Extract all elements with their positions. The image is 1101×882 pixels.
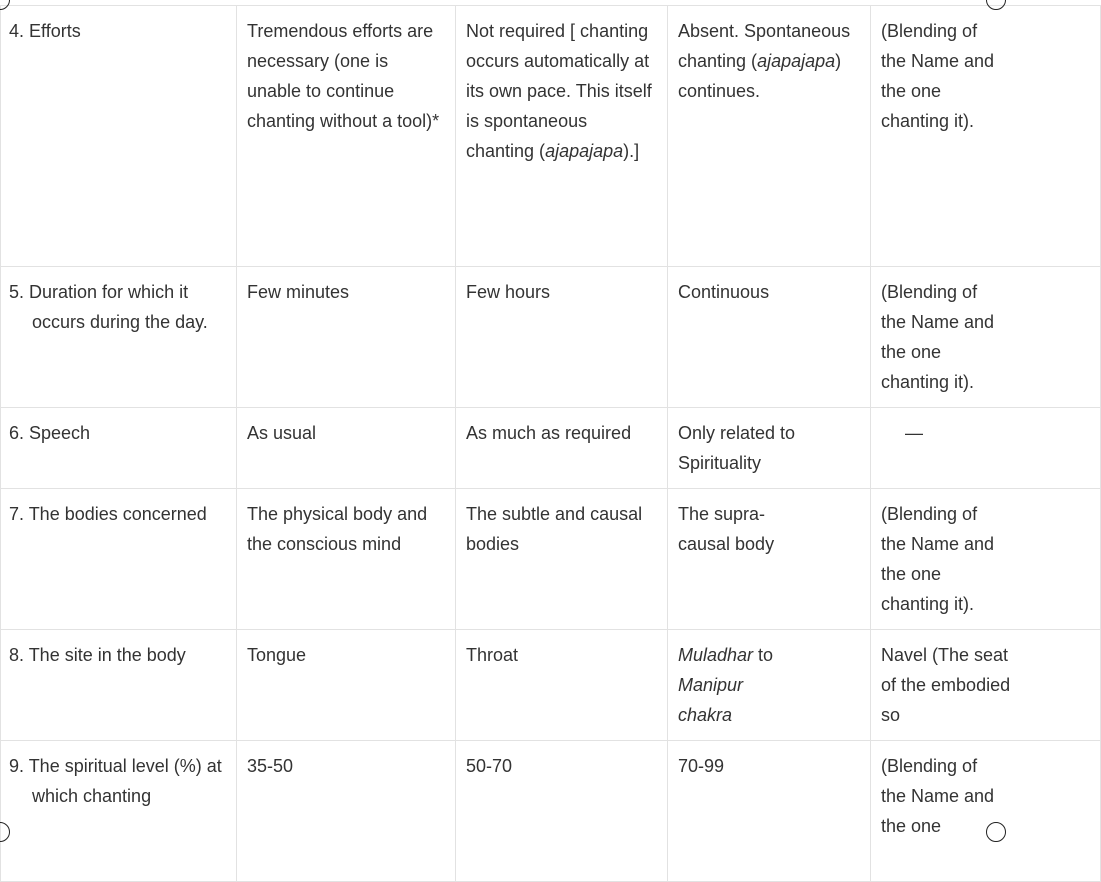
cell-text bbox=[678, 640, 788, 730]
cell-text bbox=[466, 16, 657, 166]
cell-text-part: ) continues. bbox=[678, 51, 842, 101]
cell-text: (Blending of the Name and the one chanting it). bbox=[881, 504, 995, 614]
cell-text: Tongue bbox=[247, 645, 307, 665]
table-cell-criterion bbox=[1, 630, 237, 741]
cell-text: 6. Speech bbox=[9, 423, 91, 443]
table-cell bbox=[456, 6, 668, 267]
table-cell bbox=[237, 6, 456, 267]
table-row bbox=[1, 6, 1101, 267]
cell-text: The subtle and causal bodies bbox=[466, 504, 643, 554]
table-cell-criterion bbox=[1, 6, 237, 267]
table-cell bbox=[456, 267, 668, 408]
cell-text: 50-70 bbox=[466, 756, 513, 776]
table-cell bbox=[237, 741, 456, 882]
table-row bbox=[1, 267, 1101, 408]
table-cell bbox=[871, 630, 1101, 741]
cell-text: (Blending of the Name and the one chanting it). bbox=[881, 282, 995, 392]
cell-text: The supra-causal body bbox=[678, 504, 775, 554]
table-cell bbox=[871, 6, 1101, 267]
cell-text: Continuous bbox=[678, 282, 770, 302]
cell-text: 7. The bodies concerned bbox=[9, 504, 207, 524]
table-cell-criterion bbox=[1, 741, 237, 882]
table-cell bbox=[237, 408, 456, 489]
table-cell bbox=[871, 489, 1101, 630]
cell-text: 4. Efforts bbox=[9, 21, 81, 41]
cell-text-italic: ajapajapa bbox=[757, 51, 836, 71]
cell-text: (Blending of the Name and the one bbox=[881, 756, 995, 836]
table-row bbox=[1, 630, 1101, 741]
cell-text: Few minutes bbox=[247, 282, 350, 302]
table-cell bbox=[237, 489, 456, 630]
cell-text: Throat bbox=[466, 645, 519, 665]
cell-text-italic: Muladhar bbox=[678, 645, 754, 665]
table-cell bbox=[237, 630, 456, 741]
cell-text: Few hours bbox=[466, 282, 551, 302]
cell-text: — bbox=[905, 423, 923, 443]
cell-text-italic: Manipur chakra bbox=[678, 675, 744, 725]
cell-text: Navel (The seat of the embodied so bbox=[881, 645, 1011, 725]
table-cell bbox=[871, 267, 1101, 408]
table-cell-criterion bbox=[1, 408, 237, 489]
cell-text-part: Not required [ chanting occurs automatically at its own pace. This itself is spontaneous chanting ( bbox=[466, 21, 652, 161]
cell-text: 9. The spiritual level (%) at which chanting bbox=[9, 756, 222, 806]
cell-text: 5. Duration for which it occurs during the day. bbox=[9, 282, 208, 332]
table-cell bbox=[456, 630, 668, 741]
cell-text-part: to bbox=[753, 645, 774, 665]
table-cell bbox=[668, 6, 871, 267]
cell-text: 35-50 bbox=[247, 756, 294, 776]
table-cell-criterion bbox=[1, 489, 237, 630]
cell-text: Tremendous efforts are necessary (one is unable to continue chanting without a tool)* bbox=[247, 21, 440, 131]
table-cell bbox=[871, 741, 1101, 882]
table-cell bbox=[456, 489, 668, 630]
cell-text-part: Absent. Spontaneous chanting ( bbox=[678, 21, 851, 71]
table-cell bbox=[456, 741, 668, 882]
table-cell bbox=[668, 741, 871, 882]
table-row bbox=[1, 489, 1101, 630]
cell-text: As much as required bbox=[466, 423, 632, 443]
table-cell-criterion bbox=[1, 267, 237, 408]
cell-text: 70-99 bbox=[678, 756, 725, 776]
table-cell bbox=[871, 408, 1101, 489]
cell-text: As usual bbox=[247, 423, 317, 443]
table-cell bbox=[668, 408, 871, 489]
cell-text: Only related to Spirituality bbox=[678, 423, 796, 473]
corner-handle bbox=[986, 822, 1006, 842]
table-row bbox=[1, 408, 1101, 489]
table-cell bbox=[668, 489, 871, 630]
cell-text: The physical body and the conscious mind bbox=[247, 504, 428, 554]
cell-text bbox=[678, 16, 860, 106]
table-cell bbox=[668, 630, 871, 741]
cell-text: (Blending of the Name and the one chanting it). bbox=[881, 21, 995, 131]
cell-text-italic: ajapajapa bbox=[545, 141, 624, 161]
cell-text: 8. The site in the body bbox=[9, 645, 186, 665]
table-row bbox=[1, 741, 1101, 882]
table-cell bbox=[668, 267, 871, 408]
cell-text-part: ).] bbox=[623, 141, 640, 161]
chanting-comparison-table bbox=[0, 5, 1101, 882]
table-cell bbox=[456, 408, 668, 489]
table-cell bbox=[237, 267, 456, 408]
